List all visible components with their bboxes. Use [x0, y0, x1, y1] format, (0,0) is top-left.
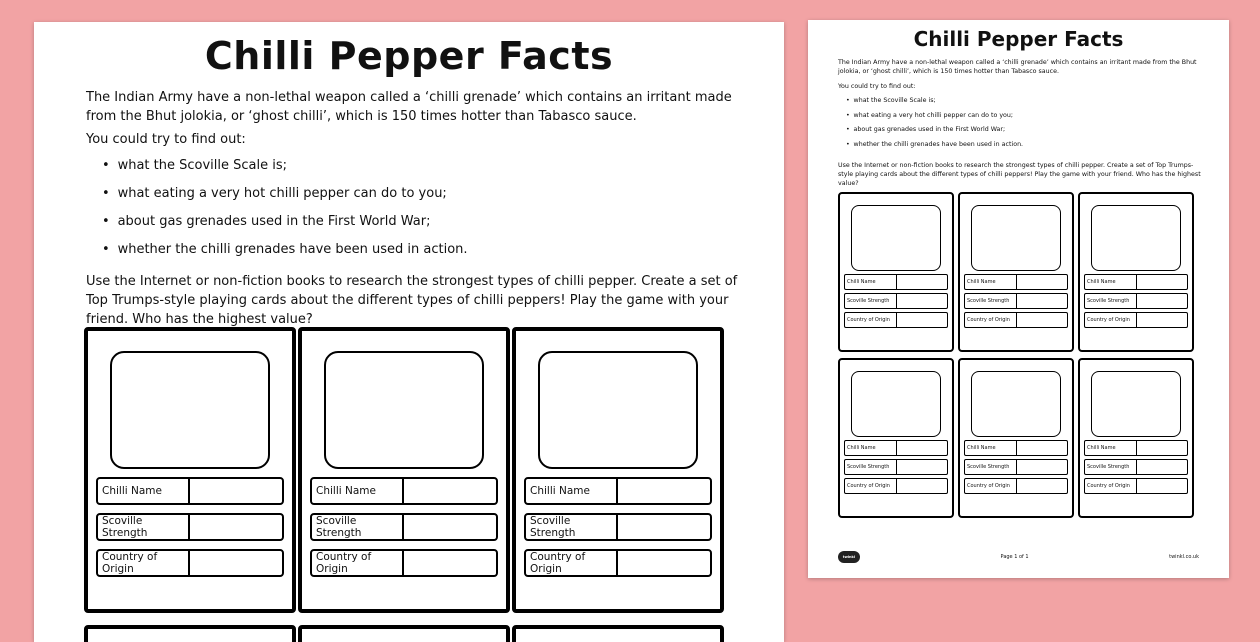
card-field-chilli-name — [1084, 440, 1188, 456]
card-field-scoville-strength — [844, 459, 948, 475]
playing-card-partial — [512, 625, 724, 642]
card-grid — [84, 327, 724, 642]
card-field-chilli-name — [310, 477, 498, 505]
bullet-item: • what the Scoville Scale is; — [846, 97, 1023, 112]
card-picture-box — [851, 205, 941, 271]
field-value-box — [404, 515, 496, 539]
playing-card — [838, 192, 954, 352]
field-value-box — [190, 551, 282, 575]
field-label: Scoville Strength — [965, 294, 1017, 308]
card-field-chilli-name — [844, 274, 948, 290]
worksheet-title: Chilli Pepper Facts — [204, 34, 614, 78]
field-value-box — [1017, 294, 1067, 308]
field-label: Scoville Strength — [845, 460, 897, 474]
field-value-box — [897, 460, 947, 474]
playing-card-partial — [84, 625, 296, 642]
card-picture-box — [971, 371, 1061, 437]
field-label: Scoville Strength — [98, 515, 190, 539]
card-field-chilli-name — [524, 477, 712, 505]
playing-card — [84, 327, 296, 613]
field-label: Scoville Strength — [312, 515, 404, 539]
field-label: Chilli Name — [1085, 275, 1137, 289]
card-field-country-of-origin — [844, 312, 948, 328]
field-value-box — [1137, 479, 1187, 493]
field-label: Chilli Name — [845, 441, 897, 455]
field-label: Country of Origin — [98, 551, 190, 575]
preview-footer — [838, 550, 1199, 564]
worksheet-title: Chilli Pepper Facts — [913, 27, 1124, 51]
worksheet-preview — [808, 20, 1229, 578]
field-label: Country of Origin — [845, 313, 897, 327]
field-label: Country of Origin — [1085, 479, 1137, 493]
field-value-box — [1137, 294, 1187, 308]
card-picture-box — [971, 205, 1061, 271]
field-value-box — [1017, 479, 1067, 493]
card-field-scoville-strength — [964, 459, 1068, 475]
field-label: Chilli Name — [526, 479, 618, 503]
field-value-box — [897, 479, 947, 493]
card-picture-box — [110, 351, 270, 469]
field-value-box — [1137, 275, 1187, 289]
intro-paragraph: The Indian Army have a non-lethal weapon called a ‘chilli grenade’ which contains an irritant made from the Bhut jolokia, or ‘ghost chilli’, which is 150 times hotter than Tabasco sauce. — [838, 59, 1197, 75]
card-field-country-of-origin — [1084, 312, 1188, 328]
field-label: Chilli Name — [965, 441, 1017, 455]
card-field-scoville-strength — [964, 293, 1068, 309]
playing-card — [1078, 192, 1194, 352]
field-value-box — [1017, 460, 1067, 474]
field-value-box — [1137, 460, 1187, 474]
playing-card — [1078, 358, 1194, 518]
field-label: Scoville Strength — [845, 294, 897, 308]
task-paragraph: Use the Internet or non-fiction books to research the strongest types of chilli pepper. Create a set of Top Trumps-style playing cards about the different types of chilli peppers! Play the game with your friend. Who has the highest value? — [838, 162, 1201, 187]
find-out-list — [102, 158, 468, 270]
find-out-lead: You could try to find out: — [838, 83, 916, 90]
field-value-box — [618, 515, 710, 539]
field-label: Country of Origin — [965, 479, 1017, 493]
playing-card — [958, 358, 1074, 518]
field-value-box — [1137, 441, 1187, 455]
card-field-country-of-origin — [964, 478, 1068, 494]
playing-card — [958, 192, 1074, 352]
card-field-country-of-origin — [524, 549, 712, 577]
twinkl-logo: twinkl — [838, 551, 860, 563]
card-field-chilli-name — [964, 274, 1068, 290]
playing-card-partial — [298, 625, 510, 642]
card-field-scoville-strength — [844, 293, 948, 309]
bullet-item: • whether the chilli grenades have been used in action. — [846, 141, 1023, 156]
field-label: Country of Origin — [1085, 313, 1137, 327]
field-label: Chilli Name — [1085, 441, 1137, 455]
worksheet-zoomed — [34, 22, 784, 642]
card-field-scoville-strength — [1084, 293, 1188, 309]
bullet-item: • whether the chilli grenades have been used in action. — [102, 242, 468, 270]
task-paragraph: Use the Internet or non-fiction books to research the strongest types of chilli pepper. Create a set of Top Trumps-style playing cards about the different types of chilli peppers! Play the game with your friend. Who has the highest value? — [86, 274, 738, 327]
field-label: Scoville Strength — [1085, 294, 1137, 308]
page-number: Page 1 of 1 — [1000, 554, 1029, 560]
card-field-chilli-name — [1084, 274, 1188, 290]
find-out-lead: You could try to find out: — [86, 132, 246, 147]
field-value-box — [1137, 313, 1187, 327]
field-label: Country of Origin — [965, 313, 1017, 327]
field-label: Chilli Name — [312, 479, 404, 503]
field-value-box — [897, 294, 947, 308]
playing-card — [298, 327, 510, 613]
field-label: Chilli Name — [845, 275, 897, 289]
field-value-box — [404, 479, 496, 503]
card-picture-box — [538, 351, 698, 469]
card-field-scoville-strength — [524, 513, 712, 541]
field-value-box — [1017, 313, 1067, 327]
bullet-item: • what the Scoville Scale is; — [102, 158, 468, 186]
card-picture-box — [1091, 371, 1181, 437]
card-field-scoville-strength — [1084, 459, 1188, 475]
card-field-scoville-strength — [310, 513, 498, 541]
field-value-box — [897, 313, 947, 327]
bullet-item: • what eating a very hot chilli pepper can do to you; — [846, 112, 1023, 127]
field-label: Scoville Strength — [965, 460, 1017, 474]
field-value-box — [618, 551, 710, 575]
field-value-box — [1017, 275, 1067, 289]
field-value-box — [897, 275, 947, 289]
field-value-box — [404, 551, 496, 575]
field-value-box — [618, 479, 710, 503]
field-label: Chilli Name — [98, 479, 190, 503]
card-picture-box — [851, 371, 941, 437]
bullet-item: • about gas grenades used in the First World War; — [846, 126, 1023, 141]
playing-card — [512, 327, 724, 613]
card-grid — [838, 192, 1194, 518]
card-field-chilli-name — [96, 477, 284, 505]
card-picture-box — [324, 351, 484, 469]
card-field-scoville-strength — [96, 513, 284, 541]
card-field-chilli-name — [964, 440, 1068, 456]
field-label: Scoville Strength — [1085, 460, 1137, 474]
card-field-country-of-origin — [310, 549, 498, 577]
field-label: Scoville Strength — [526, 515, 618, 539]
field-value-box — [190, 479, 282, 503]
card-field-chilli-name — [844, 440, 948, 456]
field-label: Chilli Name — [965, 275, 1017, 289]
field-label: Country of Origin — [526, 551, 618, 575]
field-value-box — [190, 515, 282, 539]
card-picture-box — [1091, 205, 1181, 271]
bullet-item: • what eating a very hot chilli pepper can do to you; — [102, 186, 468, 214]
bullet-item: • about gas grenades used in the First World War; — [102, 214, 468, 242]
card-field-country-of-origin — [844, 478, 948, 494]
playing-card — [838, 358, 954, 518]
card-field-country-of-origin — [1084, 478, 1188, 494]
field-value-box — [897, 441, 947, 455]
field-value-box — [1017, 441, 1067, 455]
field-label: Country of Origin — [845, 479, 897, 493]
intro-paragraph: The Indian Army have a non-lethal weapon called a ‘chilli grenade’ which contains an irritant made from the Bhut jolokia, or ‘ghost chilli’, which is 150 times hotter than Tabasco sauce. — [86, 90, 732, 124]
card-field-country-of-origin — [964, 312, 1068, 328]
field-label: Country of Origin — [312, 551, 404, 575]
site-url: twinkl.co.uk — [1169, 554, 1199, 560]
find-out-list — [846, 97, 1023, 156]
card-field-country-of-origin — [96, 549, 284, 577]
